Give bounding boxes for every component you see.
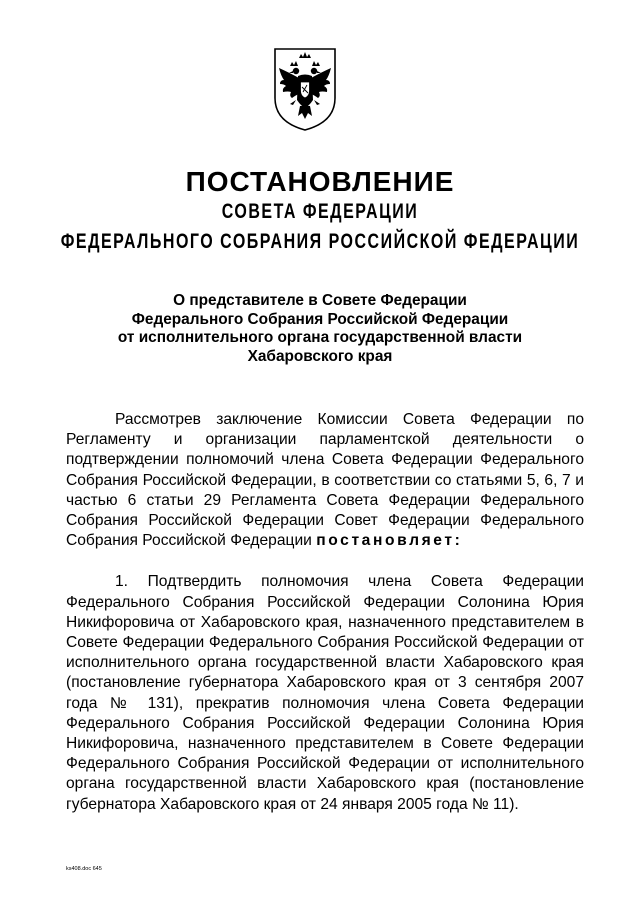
issuer-line-1: СОВЕТА ФЕДЕРАЦИИ <box>221 201 419 224</box>
document-title: ПОСТАНОВЛЕНИЕ <box>185 166 455 197</box>
document-body <box>66 410 584 815</box>
subject-line: Хабаровского края <box>247 347 393 365</box>
resolves-word: постановляет: <box>316 532 463 550</box>
preamble-paragraph <box>66 410 584 551</box>
subject-line: О представителе в Совете Федерации <box>173 292 467 309</box>
item-1-paragraph: 1. Подтвердить полномочия члена Совета Федерации Федерального Собрания Российской Федерации Солонина Юрия Никифоровича от Хабаровского края, назначенного представителем в Совете Федерации Федерального Собрания Российской Федерации от исполнительного органа государственной власти Хабаровского края (постановление губернатора Хабаровского края от 3 сентября 2007 года № 131), прекратив полномочия члена Совета Федерации Федерального Собрания Российской Федерации Солонина Юрия Никифоровича, назначенного представителем в Совете Федерации Федерального Собрания Российской Федерации от исполнительного органа государственной власти Хабаровского края (постановление губернатора Хабаровского края от 24 января 2005 года № 11). <box>66 573 584 813</box>
subject-line: Федерального Собрания Российской Федерации <box>131 310 509 328</box>
coat-of-arms-icon <box>272 46 338 132</box>
issuer-line-2: ФЕДЕРАЛЬНОГО СОБРАНИЯ РОССИЙСКОЙ ФЕДЕРАЦИИ <box>60 231 580 254</box>
document-reference: ks408.doc 645 <box>66 866 102 872</box>
preamble-text: Рассмотрев заключение Комиссии Совета Федерации по Регламенту и организации парламентской деятельности о подтверждении полномочий члена Совета Федерации Федерального Собрания Российской Федерации, в соответствии со статьями 5, 6, 7 и частью 6 статьи 29 Регламента Совета Федерации Федерального Собрания Российской Федерации Совет Федерации Федерального Собрания Российской Федерации <box>66 411 584 550</box>
subject-line: от исполнительного органа государственной власти <box>117 329 523 346</box>
document-subject <box>0 292 640 366</box>
